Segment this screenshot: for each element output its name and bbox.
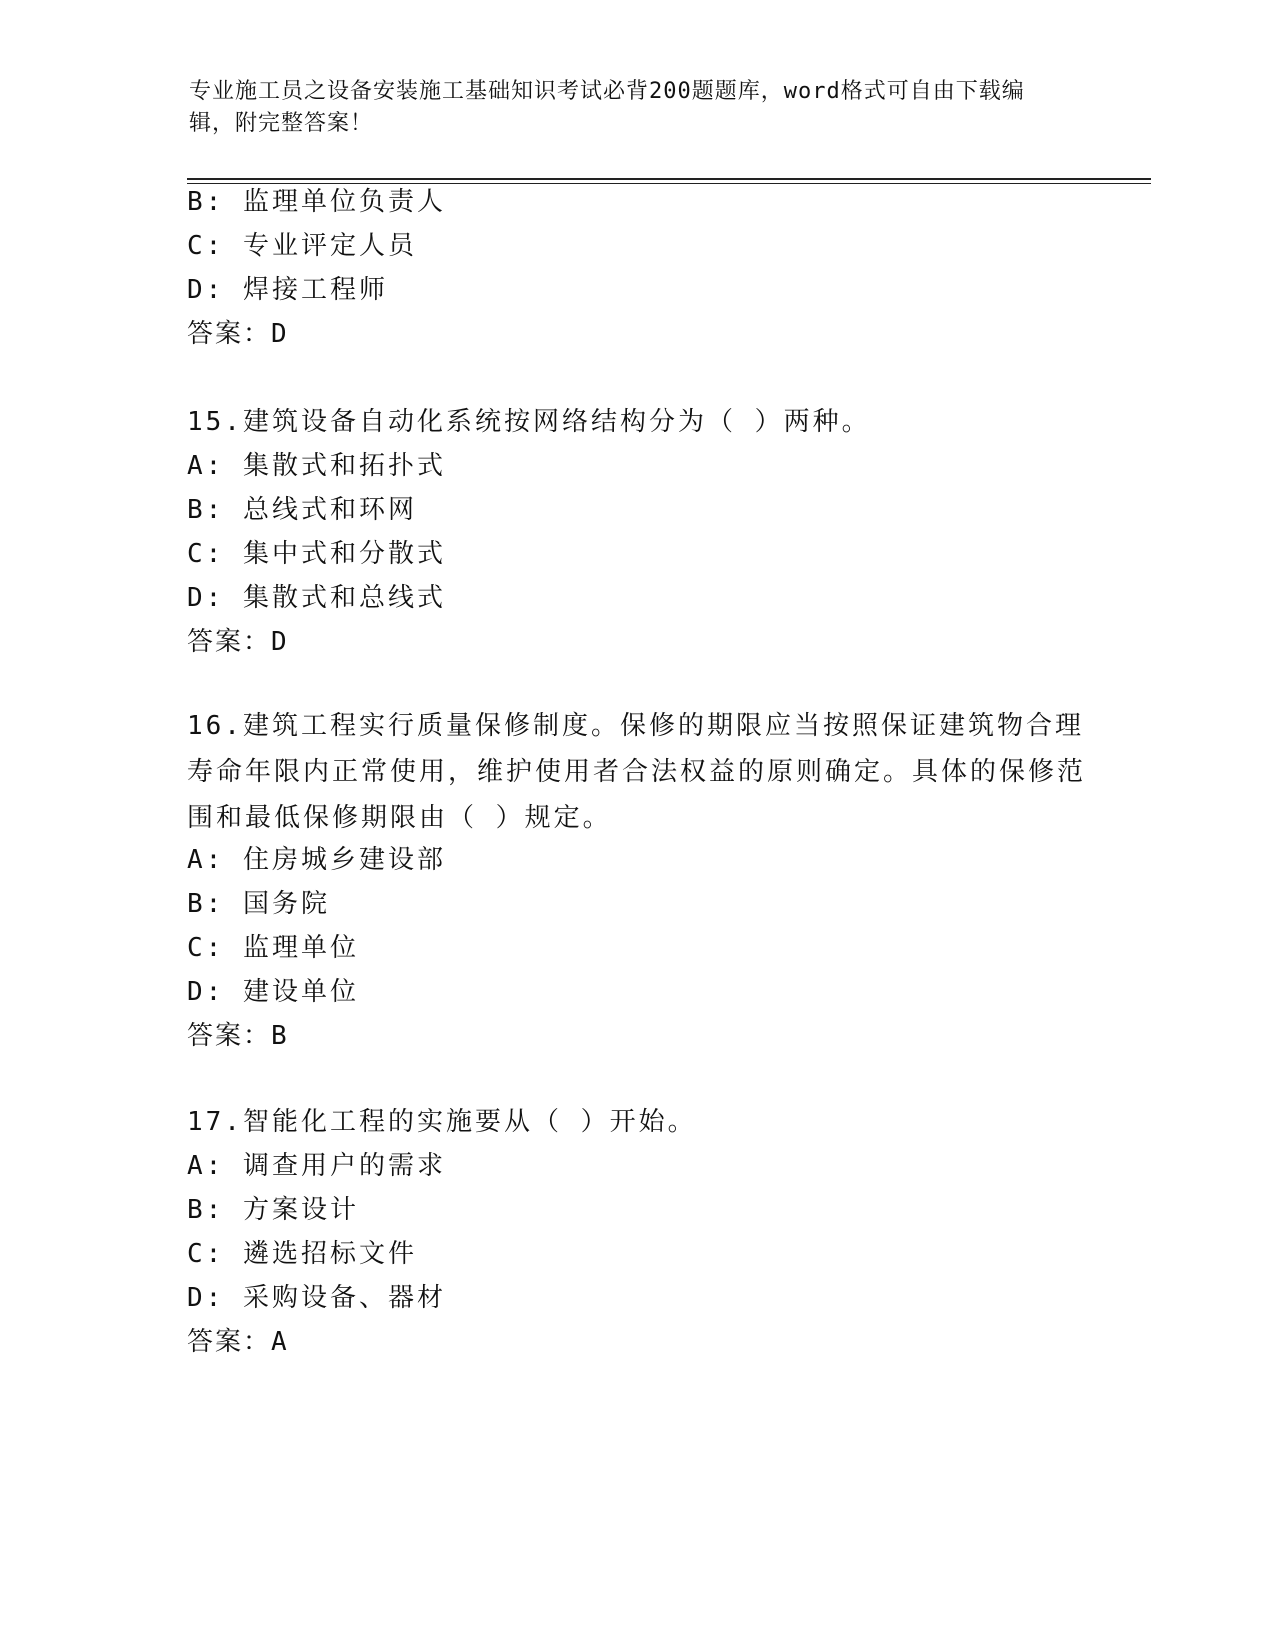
question-16-text: 16.建筑工程实行质量保修制度。保修的期限应当按照保证建筑物合理寿命年限内正常使用，维护使用者合法权益的原则确定。具体的保修范围和最低保修期限由（ ）规定。 [187,711,1087,833]
answer: 答案：B [187,1021,289,1051]
option-c: C: 集中式和分散式 [187,539,446,569]
answer: 答案：A [187,1327,289,1357]
option-c: C: 监理单位 [187,933,359,963]
question-15-text: 15.建筑设备自动化系统按网络结构分为（ ）两种。 [187,407,871,437]
option-d: D: 建设单位 [187,977,359,1007]
header-divider-thick [187,178,1151,180]
option-a: A: 集散式和拓扑式 [187,451,446,481]
option-b: B: 总线式和环网 [187,495,417,525]
option-b: B: 国务院 [187,889,330,919]
option-d: D: 集散式和总线式 [187,583,446,613]
answer: 答案：D [187,627,289,657]
option-d: D: 焊接工程师 [187,275,388,305]
option-c: C: 遴选招标文件 [187,1239,417,1269]
option-b: B: 监理单位负责人 [187,187,446,217]
option-d: D: 采购设备、器材 [187,1283,446,1313]
header-divider-thin [187,183,1151,184]
question-17-text: 17.智能化工程的实施要从（ ）开始。 [187,1107,697,1137]
option-c: C: 专业评定人员 [187,231,417,261]
answer: 答案：D [187,319,289,349]
option-a: A: 住房城乡建设部 [187,845,446,875]
option-a: A: 调查用户的需求 [187,1151,446,1181]
option-b: B: 方案设计 [187,1195,359,1225]
document-header: 专业施工员之设备安装施工基础知识考试必背200题题库，word格式可自由下载编辑，附完整答案！ [189,79,1025,136]
